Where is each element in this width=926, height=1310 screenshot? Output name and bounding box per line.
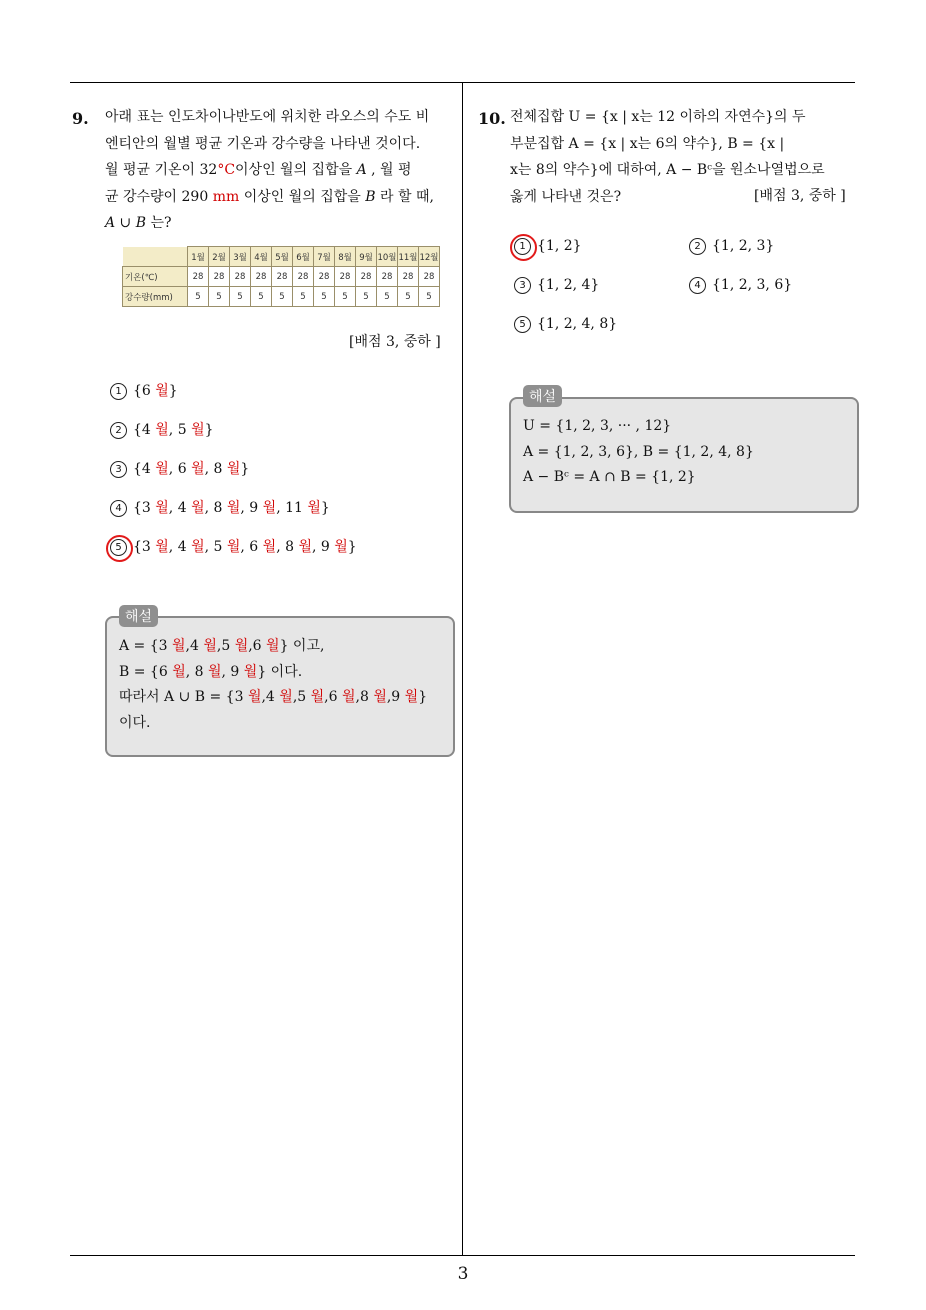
- table-header-row: [123, 247, 440, 267]
- q9-solution-line: B = {6 월, 8 월, 9 월} 이다.: [119, 663, 303, 680]
- table-header-cell: 1월: [188, 247, 209, 267]
- choice-text: {1, 2, 4}: [537, 277, 600, 293]
- q9-score: [배점 3, 중하 ]: [349, 334, 441, 350]
- choice-number-icon: 5: [514, 316, 531, 333]
- table-cell: 5: [335, 287, 356, 307]
- q10-solution-body: [523, 414, 754, 491]
- q10-number: 10.: [478, 109, 506, 128]
- choice-number-icon: 3: [110, 461, 127, 478]
- q10-line2: 부분집합 A = {x | x는 6의 약수}, B = {x |: [510, 135, 785, 152]
- choice-number-icon: 1: [514, 238, 531, 255]
- table-cell: 5: [293, 287, 314, 307]
- table-header-cell: 7월: [314, 247, 335, 267]
- q9-choice-3[interactable]: [110, 458, 249, 478]
- q9-solution-line: 따라서 A ∪ B = {3 월,4 월,5 월,6 월,8 월,9 월}: [119, 689, 428, 705]
- q9-line4: 균 강수량이 290 mm 이상인 월의 집합을 B 라 할 때,: [105, 188, 434, 205]
- q9-climate-table: [122, 246, 440, 307]
- table-header-cell: 4월: [251, 247, 272, 267]
- q10-choice-2[interactable]: [689, 238, 774, 255]
- q10-solution-line: U = {1, 2, 3, ··· , 12}: [523, 418, 672, 434]
- q10-score: [배점 3, 중하 ]: [754, 188, 846, 204]
- q9-choice-4[interactable]: [110, 497, 330, 517]
- table-cell: 5: [314, 287, 335, 307]
- choice-text: {3 월, 4 월, 8 월, 9 월, 11 월}: [133, 500, 330, 516]
- table-row-precipitation: [123, 287, 440, 307]
- table-header-cell: 6월: [293, 247, 314, 267]
- table-row-label: 기온(℃): [123, 267, 188, 287]
- q10-solution-tag: 해설: [523, 385, 562, 407]
- q10-choice-3[interactable]: [514, 277, 599, 294]
- table-cell: 28: [209, 267, 230, 287]
- choice-text: {4 월, 6 월, 8 월}: [133, 461, 250, 477]
- choice-text: {4 월, 5 월}: [133, 422, 214, 438]
- table-cell: 28: [293, 267, 314, 287]
- q9-line5: A ∪ B 는?: [105, 215, 172, 231]
- table-header-cell: 3월: [230, 247, 251, 267]
- table-cell: 5: [356, 287, 377, 307]
- q10-choice-4[interactable]: [689, 277, 792, 294]
- choice-text: {6 월}: [133, 383, 178, 399]
- q9-choice-5[interactable]: [110, 536, 357, 556]
- table-cell: 5: [188, 287, 209, 307]
- choice-number-icon: 1: [110, 383, 127, 400]
- choice-number-icon: 4: [110, 500, 127, 517]
- q10-line1: 전체집합 U = {x | x는 12 이하의 자연수}의 두: [510, 109, 806, 125]
- table-header-cell: 8월: [335, 247, 356, 267]
- table-header-cell: 11월: [398, 247, 419, 267]
- table-cell: 28: [377, 267, 398, 287]
- q10-choice-5[interactable]: [514, 316, 617, 333]
- q9-choice-2[interactable]: [110, 419, 214, 439]
- choice-text: {3 월, 4 월, 5 월, 6 월, 8 월, 9 월}: [133, 539, 357, 555]
- q9-solution-tag: 해설: [119, 605, 158, 627]
- q9-line1: 아래 표는 인도차이나반도에 위치한 라오스의 수도 비: [105, 109, 430, 125]
- q9-solution-line: A = {3 월,4 월,5 월,6 월} 이고,: [119, 638, 325, 654]
- q9-number: 9.: [72, 109, 89, 128]
- table-header-cell: 2월: [209, 247, 230, 267]
- choice-text: {1, 2, 3}: [712, 238, 775, 254]
- table-corner: [123, 247, 188, 267]
- table-cell: 28: [188, 267, 209, 287]
- choice-number-icon: 5: [110, 539, 127, 556]
- table-cell: 28: [251, 267, 272, 287]
- choice-text: {1, 2, 3, 6}: [712, 277, 793, 293]
- q9-choice-1[interactable]: [110, 380, 178, 400]
- table-header-cell: 12월: [419, 247, 440, 267]
- table-cell: 5: [419, 287, 440, 307]
- table-cell: 28: [398, 267, 419, 287]
- page-number: 3: [457, 1264, 469, 1284]
- table-header-cell: 9월: [356, 247, 377, 267]
- table-cell: 5: [251, 287, 272, 307]
- q9-solution-line: 이다.: [119, 714, 151, 731]
- footer-rule: [70, 1255, 855, 1256]
- table-cell: 5: [209, 287, 230, 307]
- q9-stem: [105, 104, 455, 237]
- column-divider: [462, 82, 463, 1256]
- choice-number-icon: 3: [514, 277, 531, 294]
- q10-choice-1[interactable]: [514, 238, 582, 255]
- table-cell: 5: [230, 287, 251, 307]
- table-row-temperature: [123, 267, 440, 287]
- choice-text: {1, 2, 4, 8}: [537, 316, 618, 332]
- q10-line4: 옳게 나타낸 것은?: [510, 188, 622, 205]
- table-cell: 28: [314, 267, 335, 287]
- q9-solution-body: [119, 634, 427, 736]
- q10-solution-line: A = {1, 2, 3, 6}, B = {1, 2, 4, 8}: [523, 443, 754, 460]
- table-cell: 5: [377, 287, 398, 307]
- table-cell: 5: [398, 287, 419, 307]
- table-header-cell: 5월: [272, 247, 293, 267]
- table-header-cell: 10월: [377, 247, 398, 267]
- choice-number-icon: 4: [689, 277, 706, 294]
- table-cell: 28: [356, 267, 377, 287]
- q10-line3: x는 8의 약수}에 대하여, A − Bᶜ을 원소나열법으로: [510, 162, 825, 178]
- table-cell: 28: [230, 267, 251, 287]
- table-cell: 5: [272, 287, 293, 307]
- table-cell: 28: [335, 267, 356, 287]
- q9-line2: 엔티안의 월별 평균 기온과 강수량을 나타낸 것이다.: [105, 135, 421, 152]
- choice-number-icon: 2: [110, 422, 127, 439]
- q10-solution-line: A − Bᶜ = A ∩ B = {1, 2}: [523, 469, 696, 485]
- table-cell: 28: [272, 267, 293, 287]
- q9-line3: 월 평균 기온이 32°C이상인 월의 집합을 A , 월 평: [105, 162, 412, 178]
- table-cell: 28: [419, 267, 440, 287]
- table-row-label: 강수량(mm): [123, 287, 188, 307]
- choice-text: {1, 2}: [537, 238, 582, 254]
- choice-number-icon: 2: [689, 238, 706, 255]
